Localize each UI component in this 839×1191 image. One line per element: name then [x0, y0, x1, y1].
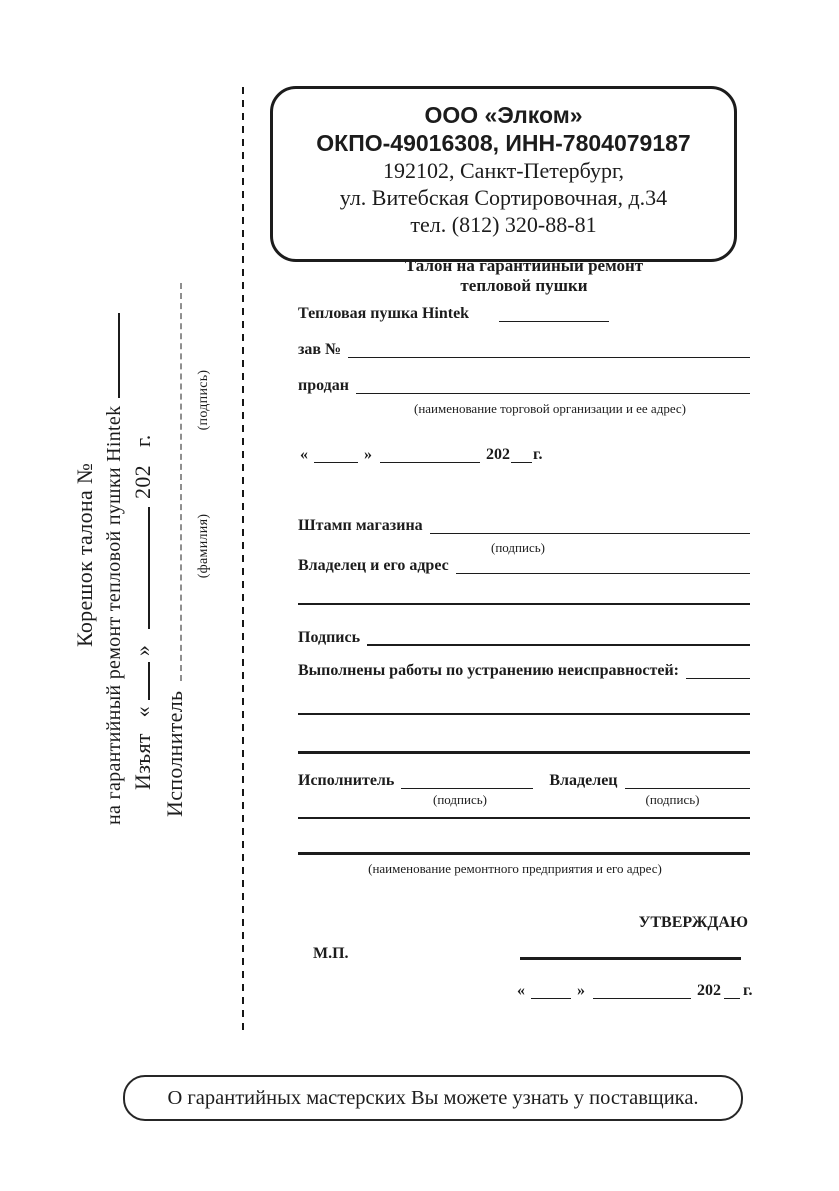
signature-label: Подпись	[298, 629, 361, 646]
executor-owner-row	[298, 772, 750, 789]
serial-blank[interactable]	[348, 342, 750, 358]
approve-date-day-blank[interactable]	[531, 983, 571, 999]
stub-subtitle: на гарантийный ремонт тепловой пушки Hintek	[103, 405, 125, 825]
stub-year-prefix: 202	[130, 465, 155, 499]
owner-address-label: Владелец и его адрес	[298, 557, 449, 574]
works-label: Выполнены работы по устранению неисправностей:	[298, 662, 679, 679]
approve-date-row	[515, 982, 753, 999]
company-name: ООО «Элком»	[424, 102, 583, 128]
date-year-prefix: 202	[486, 446, 510, 463]
product-row	[298, 305, 750, 322]
approve-date-open-quote: «	[517, 982, 525, 999]
serial-label: зав №	[298, 341, 342, 358]
owner-signature-caption: (подпись)	[645, 792, 700, 807]
ruled-line-2	[298, 713, 750, 715]
address-line-2: ул. Витебская Сортировочная, д.34	[339, 185, 668, 210]
sold-blank[interactable]	[356, 378, 750, 394]
okpo-inn-codes: ОКПО-49016308, ИНН-7804079187	[316, 130, 691, 156]
date-year-suffix: г.	[533, 446, 543, 463]
footer-note-box	[123, 1075, 743, 1121]
stub-family-caption: (фамилия)	[196, 513, 211, 579]
address-line-1: 192102, Санкт-Петербург,	[383, 158, 624, 183]
owner-signature-blank[interactable]	[625, 773, 750, 789]
product-label: Тепловая пушка Hintek	[298, 305, 470, 322]
stub-executor-blank[interactable]	[162, 283, 182, 681]
approve-heading: УТВЕРЖДАЮ	[638, 914, 748, 931]
ruled-line-5	[298, 852, 750, 855]
approve-signature-line[interactable]	[520, 957, 741, 960]
approve-date-year-suffix: г.	[743, 982, 753, 999]
approve-date-year-blank[interactable]	[724, 983, 740, 999]
approve-date-month-blank[interactable]	[593, 983, 691, 999]
owner-label: Владелец	[549, 772, 618, 789]
sold-caption: (наименование торговой организации и ее адрес)	[413, 401, 687, 416]
product-model-blank[interactable]	[499, 306, 609, 322]
stamp-label: Штамп магазина	[298, 517, 423, 534]
sale-date-row	[298, 446, 750, 463]
stub-day-blank[interactable]	[130, 662, 150, 700]
tear-dashed-line	[242, 87, 244, 1032]
approve-date-year-prefix: 202	[697, 982, 721, 999]
works-row	[298, 662, 750, 679]
mp-label: М.П.	[313, 945, 349, 962]
stamp-row	[298, 517, 750, 534]
approve-date-close-quote: »	[577, 982, 585, 999]
executor-label: Исполнитель	[298, 772, 395, 789]
owner-address-blank[interactable]	[456, 558, 750, 574]
signature-row	[298, 629, 750, 646]
owner-address-row	[298, 557, 750, 574]
stub-subtitle-row	[100, 313, 126, 825]
stub-year-suffix: г.	[130, 434, 155, 448]
stub-title: Корешок талона №	[72, 462, 97, 647]
works-blank[interactable]	[686, 663, 750, 679]
coupon-title-line1: Талон на гарантийный ремонт	[404, 256, 644, 275]
phone-line: тел. (812) 320-88-81	[410, 212, 597, 237]
repair-org-caption: (наименование ремонтного предприятия и его адрес)	[368, 861, 662, 876]
coupon-title-line2: тепловой пушки	[460, 276, 588, 295]
stub-seized-row	[130, 434, 156, 790]
stub-open-quote: «	[130, 706, 155, 718]
sold-row	[298, 377, 750, 394]
ruled-line-1	[298, 603, 750, 605]
executor-signature-caption: (подпись)	[433, 792, 487, 807]
date-month-blank[interactable]	[380, 447, 480, 463]
serial-row	[298, 341, 750, 358]
stub-model-blank[interactable]	[100, 313, 120, 398]
footer-note-text: О гарантийных мастерских Вы можете узнать у поставщика.	[167, 1086, 699, 1109]
coupon-title	[298, 256, 750, 296]
stub-close-quote: »	[130, 644, 155, 657]
supplier-info-box	[270, 86, 737, 262]
counterfoil-stub	[70, 260, 227, 915]
date-year-blank[interactable]	[511, 447, 532, 463]
sold-label: продан	[298, 377, 349, 394]
signature-blank[interactable]	[367, 629, 750, 646]
stub-signature-caption: (подпись)	[196, 369, 211, 431]
date-day-blank[interactable]	[314, 447, 358, 463]
stub-executor-row	[162, 283, 188, 817]
stamp-signature-caption: (подпись)	[491, 540, 545, 555]
date-open-quote: «	[300, 446, 308, 463]
ruled-line-3	[298, 751, 750, 754]
stamp-blank[interactable]	[430, 518, 750, 534]
stub-month-blank[interactable]	[130, 507, 150, 629]
executor-signature-blank[interactable]	[401, 773, 533, 789]
stub-seized-label: Изъят	[130, 733, 155, 790]
date-close-quote: »	[364, 446, 372, 463]
stub-executor-label: Исполнитель	[162, 690, 187, 817]
ruled-line-4	[298, 817, 750, 819]
